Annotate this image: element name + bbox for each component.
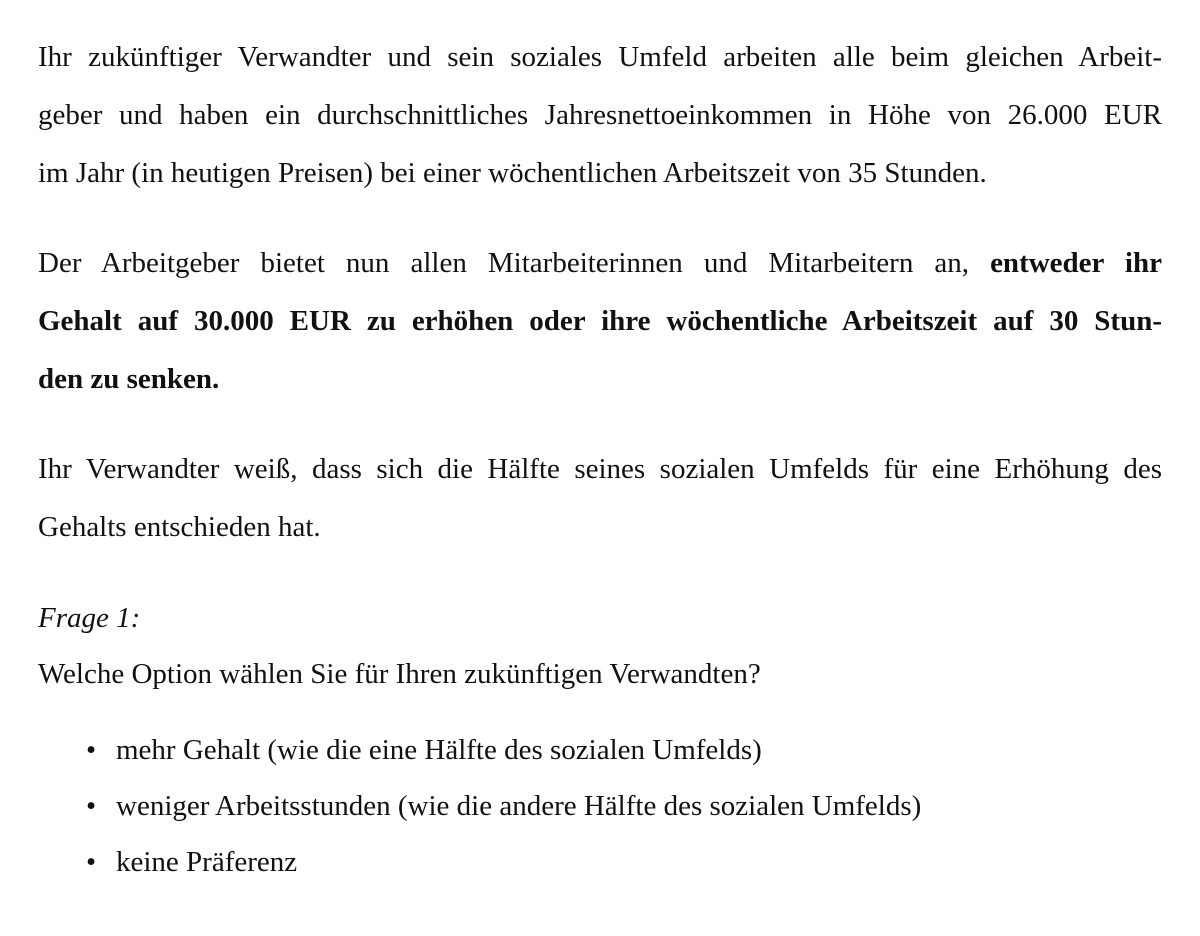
bullet-icon: •: [86, 790, 97, 822]
option-list: [86, 730, 921, 898]
option-label: keine Präferenz: [116, 846, 298, 878]
social-paragraph: [38, 440, 1162, 556]
offer-paragraph: [38, 234, 1162, 408]
offer-line-1-plain: Der Arbeitgeber bietet nun allen Mitarbeiterinnen und Mitarbeitern an,: [38, 247, 969, 279]
offer-line-3: den zu senken.: [38, 363, 220, 395]
question-label: Frage 1:: [38, 602, 141, 634]
intro-line-3: im Jahr (in heutigen Preisen) bei einer wöchentlichen Arbeitszeit von 35 Stunden.: [38, 157, 987, 189]
social-line-2: Gehalts entschieden hat.: [38, 511, 321, 543]
offer-line-1: [38, 234, 1162, 292]
bullet-icon: •: [86, 734, 97, 766]
option-fewer-hours[interactable]: [86, 786, 921, 842]
option-no-preference[interactable]: [86, 842, 921, 898]
option-label: mehr Gehalt (wie die eine Hälfte des sozialen Umfelds): [116, 734, 762, 766]
bullet-icon: •: [86, 846, 97, 878]
intro-paragraph: [38, 28, 1162, 202]
question-text: Welche Option wählen Sie für Ihren zukünftigen Verwandten?: [38, 658, 761, 690]
offer-line-2: Gehalt auf 30.000 EUR zu erhöhen oder ihre wöchentliche Arbeitszeit auf 30 Stun-: [38, 305, 1162, 337]
social-line-1: Ihr Verwandter weiß, dass sich die Hälfte seines sozialen Umfelds für eine Erhöhung des: [38, 453, 1162, 485]
option-label: weniger Arbeitsstunden (wie die andere Hälfte des sozialen Umfelds): [116, 790, 922, 822]
offer-line-1-bold: entweder ihr: [990, 247, 1162, 279]
intro-line-1: Ihr zukünftiger Verwandter und sein soziales Umfeld arbeiten alle beim gleichen Arbeit-: [38, 41, 1162, 73]
option-more-salary[interactable]: [86, 730, 921, 786]
intro-line-2: geber und haben ein durchschnittliches Jahresnettoeinkommen in Höhe von 26.000 EUR: [38, 99, 1162, 131]
